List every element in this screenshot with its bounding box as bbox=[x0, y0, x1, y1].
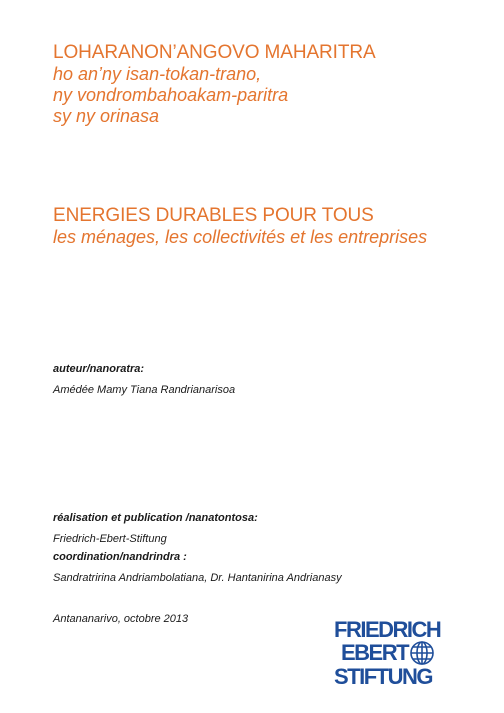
realisation-value: Friedrich-Ebert-Stiftung bbox=[53, 533, 167, 545]
coordination-value: Sandratririna Andriambolatiana, Dr. Hantanirina Andrianasy bbox=[53, 572, 342, 584]
realisation-label: réalisation et publication /nanatontosa: bbox=[53, 512, 258, 524]
fes-logo bbox=[333, 618, 463, 690]
place-date: Antananarivo, octobre 2013 bbox=[53, 613, 189, 625]
author-name: Amédée Mamy Tiana Randrianarisoa bbox=[53, 384, 236, 396]
malagasy-subtitle-line-2: ny vondrombahoakam-paritra bbox=[53, 85, 289, 105]
malagasy-subtitle-line-3: sy ny orinasa bbox=[53, 106, 160, 126]
logo-line-ebert: EBERT bbox=[341, 640, 409, 665]
french-title-heading: ENERGIES DURABLES POUR TOUS bbox=[53, 205, 374, 226]
malagasy-title-block bbox=[53, 42, 376, 127]
logo-line-friedrich: FRIEDRICH bbox=[334, 618, 441, 642]
malagasy-subtitle-line-1: ho an’ny isan-tokan-trano, bbox=[53, 64, 262, 84]
logo-line-stiftung: STIFTUNG bbox=[334, 664, 432, 689]
malagasy-title-heading: LOHARANON’ANGOVO MAHARITRA bbox=[53, 42, 376, 63]
coordination-label: coordination/nandrindra : bbox=[53, 551, 187, 563]
author-label: auteur/nanoratra: bbox=[53, 363, 145, 375]
french-title-block bbox=[53, 205, 427, 248]
french-subtitle: les ménages, les collectivités et les entreprises bbox=[53, 227, 428, 247]
globe-icon bbox=[411, 642, 433, 664]
